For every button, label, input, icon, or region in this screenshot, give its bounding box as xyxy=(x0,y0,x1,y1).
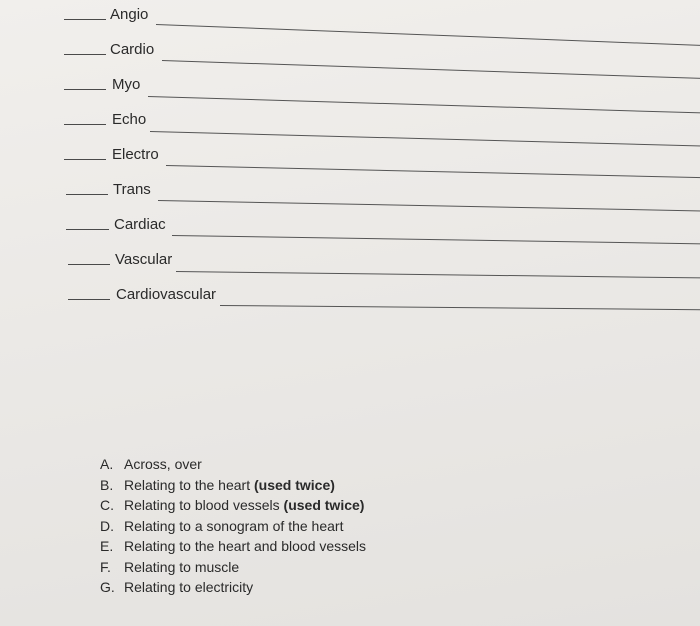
term-label: Trans xyxy=(113,181,151,198)
term-row-trans xyxy=(0,179,700,209)
answer-blank[interactable] xyxy=(68,264,110,265)
definition-letter: C. xyxy=(100,497,114,513)
term-row-electro xyxy=(0,144,700,174)
definition-note: (used twice) xyxy=(283,497,365,513)
answer-blank[interactable] xyxy=(68,299,110,300)
answer-blank[interactable] xyxy=(66,229,109,230)
answer-blank[interactable] xyxy=(64,19,106,20)
term-row-angio xyxy=(0,4,700,34)
definition-line[interactable] xyxy=(220,305,700,310)
term-label: Myo xyxy=(112,76,141,93)
answer-blank[interactable] xyxy=(64,54,106,55)
term-row-cardio xyxy=(0,39,700,69)
definition-line[interactable] xyxy=(158,200,700,211)
definition-note: (used twice) xyxy=(253,476,335,493)
definition-item xyxy=(100,454,366,475)
definition-letter: D. xyxy=(100,517,114,534)
definition-text: Relating to muscle xyxy=(124,558,240,575)
definition-line[interactable] xyxy=(172,235,700,244)
answer-blank[interactable] xyxy=(64,89,106,90)
term-row-vascular xyxy=(0,249,700,279)
definition-text: Relating to blood vessels xyxy=(124,497,284,513)
definition-item xyxy=(100,536,366,557)
definition-text: Relating to electricity xyxy=(124,579,254,595)
definition-text: Relating to a sonogram of the heart xyxy=(124,517,344,534)
definition-line[interactable] xyxy=(176,271,700,278)
definition-item xyxy=(100,516,366,537)
term-label: Cardiac xyxy=(114,216,166,233)
definition-letter: E. xyxy=(100,538,114,554)
definition-item xyxy=(100,475,366,496)
term-row-cardiovascular xyxy=(0,284,700,314)
definition-item xyxy=(100,557,366,578)
definition-line[interactable] xyxy=(166,165,700,178)
definition-letter: G. xyxy=(100,579,115,595)
term-label: Vascular xyxy=(115,251,173,268)
definition-text: Relating to the heart xyxy=(124,476,254,493)
definition-text: Across, over xyxy=(124,456,202,472)
term-label: Electro xyxy=(112,146,159,163)
definitions-list xyxy=(100,454,366,598)
answer-blank[interactable] xyxy=(66,194,108,195)
definition-letter: A. xyxy=(100,456,114,472)
term-row-echo xyxy=(0,109,700,139)
term-label: Cardio xyxy=(110,41,155,58)
term-label: Echo xyxy=(112,111,147,128)
answer-blank[interactable] xyxy=(64,124,106,125)
term-label: Cardiovascular xyxy=(116,286,217,303)
term-row-myo xyxy=(0,74,700,104)
definition-item xyxy=(100,495,366,516)
term-label: Angio xyxy=(110,6,149,23)
term-row-cardiac xyxy=(0,214,700,244)
definition-text: Relating to the heart and blood vessels xyxy=(124,538,367,554)
definition-letter: F. xyxy=(100,558,111,575)
definition-letter: B. xyxy=(100,476,114,493)
definition-item xyxy=(100,577,366,598)
answer-blank[interactable] xyxy=(64,159,106,160)
